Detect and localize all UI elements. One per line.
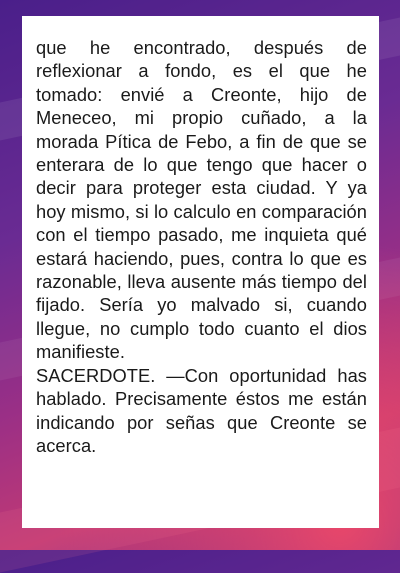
text-card [22, 16, 379, 528]
paragraph-sacerdote: SACERDOTE. —Con oportunidad has hablado. Precisamente éstos me están indicando por señas que Creonte se acerca. [36, 364, 367, 456]
paragraph-narration: que he encontrado, después de reflexionar a fondo, es el que he tomado: envié a Creonte, hijo de Meneceo, mi propio cuñado, a la morada Pítica de Febo, a fin de que se enterara de lo que tengo que hacer o decir para proteger esta ciudad. Y ya hoy mismo, si lo calculo en comparación con el tiempo pasado, me inquieta qué estará haciendo, pues, contra lo que es razonable, lleva ausente más tiempo del fijado. Sería yo malvado si, cuando llegue, no cumplo todo cuanto el dios manifieste. [36, 37, 367, 363]
document-body [36, 36, 367, 457]
